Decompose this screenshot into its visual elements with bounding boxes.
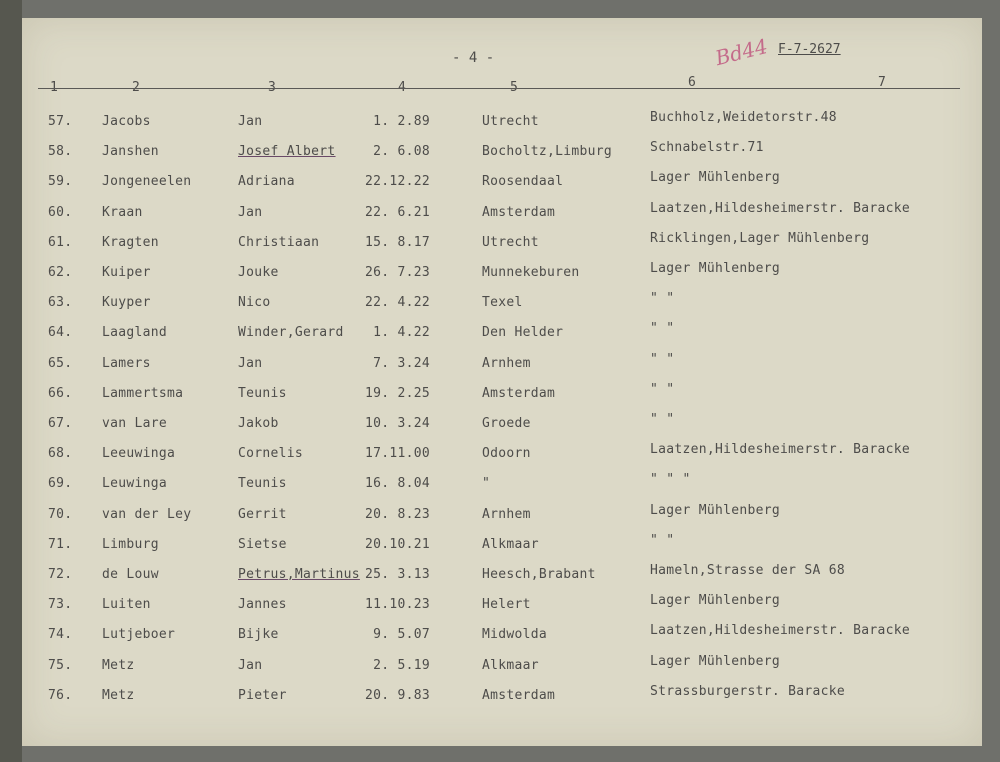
forename: Cornelis xyxy=(238,446,304,462)
birthplace: Arnhem xyxy=(482,355,531,371)
address: Laatzen,Hildesheimerstr. Baracke xyxy=(650,200,911,216)
address: " " xyxy=(650,381,675,397)
column-header-4: 4 xyxy=(398,80,406,95)
surname: Laagland xyxy=(102,325,168,341)
birth-date: 1. 2.89 xyxy=(373,114,430,129)
surname: Leeuwinga xyxy=(102,446,176,462)
birth-date: 26. 7.23 xyxy=(364,265,430,280)
column-header-6: 6 xyxy=(688,75,696,90)
row-number: 73. xyxy=(48,597,73,613)
address: Laatzen,Hildesheimerstr. Baracke xyxy=(650,623,911,639)
column-header-2: 2 xyxy=(132,80,140,95)
birth-date: 10. 3.24 xyxy=(364,416,430,431)
birth-date: 20. 8.23 xyxy=(364,506,430,522)
address: Lager Mühlenberg xyxy=(650,593,781,609)
row-number: 60. xyxy=(48,204,73,220)
birth-date: 25. 3.13 xyxy=(364,567,430,582)
birth-date: 20.10.21 xyxy=(364,536,430,552)
birth-date: 22. 4.22 xyxy=(364,295,430,311)
birthplace: Alkmaar xyxy=(482,536,539,552)
row-number: 68. xyxy=(48,446,73,462)
birth-date: 19. 2.25 xyxy=(364,385,430,401)
forename: Teunis xyxy=(238,476,287,492)
column-header-1: 1 xyxy=(50,80,58,95)
row-number: 57. xyxy=(48,114,73,129)
birthplace: Utrecht xyxy=(482,234,539,250)
reference-number: F-7-2627 xyxy=(778,42,841,57)
row-number: 61. xyxy=(48,234,73,250)
row-number: 66. xyxy=(48,385,73,401)
address: Lager Mühlenberg xyxy=(650,653,781,669)
address: Ricklingen,Lager Mühlenberg xyxy=(650,230,870,246)
row-number: 63. xyxy=(48,295,73,311)
birth-date: 2. 6.08 xyxy=(373,144,430,160)
handwritten-stamp: Bd44 xyxy=(712,33,771,71)
birth-date: 9. 5.07 xyxy=(373,627,430,643)
forename: Jouke xyxy=(238,265,279,280)
row-number: 65. xyxy=(48,355,73,371)
address: " " xyxy=(650,532,675,548)
header-rule xyxy=(38,88,960,89)
birth-date: 1. 4.22 xyxy=(373,325,430,341)
forename: Jan xyxy=(238,204,263,220)
scan-edge xyxy=(0,0,22,762)
birthplace: Arnhem xyxy=(482,506,531,522)
forename: Nico xyxy=(238,295,271,311)
address: " " " xyxy=(650,472,691,488)
surname: Lamers xyxy=(102,355,151,371)
row-number: 71. xyxy=(48,536,73,552)
forename: Pieter xyxy=(238,687,287,703)
birthplace: Amsterdam xyxy=(482,204,556,220)
surname: Jacobs xyxy=(102,114,151,129)
surname: de Louw xyxy=(102,567,159,582)
address: Schnabelstr.71 xyxy=(650,140,764,156)
surname: Janshen xyxy=(102,144,159,160)
birth-date: 17.11.00 xyxy=(364,446,430,462)
birthplace: Alkmaar xyxy=(482,657,539,673)
birth-date: 15. 8.17 xyxy=(364,234,430,250)
address: " " xyxy=(650,321,675,337)
birth-date: 20. 9.83 xyxy=(364,687,430,703)
column-header-3: 3 xyxy=(268,80,276,95)
address: Lager Mühlenberg xyxy=(650,502,781,518)
forename: Petrus,Martinus xyxy=(238,567,360,582)
birth-date: 22. 6.21 xyxy=(364,204,430,220)
birth-date: 2. 5.19 xyxy=(373,657,430,673)
column-header-7: 7 xyxy=(878,75,886,90)
surname: van der Ley xyxy=(102,506,192,522)
birthplace: Den Helder xyxy=(482,325,564,341)
address: " " xyxy=(650,351,675,367)
row-number: 67. xyxy=(48,416,73,431)
surname: Kragten xyxy=(102,234,159,250)
address: Lager Mühlenberg xyxy=(650,170,781,186)
birth-date: 16. 8.04 xyxy=(364,476,430,492)
address: Strassburgerstr. Baracke xyxy=(650,683,846,699)
forename: Jannes xyxy=(238,597,287,613)
forename: Josef Albert xyxy=(238,144,336,160)
birthplace: Midwolda xyxy=(482,627,548,643)
address: " " xyxy=(650,412,675,427)
column-header-5: 5 xyxy=(510,80,518,95)
address: Laatzen,Hildesheimerstr. Baracke xyxy=(650,442,911,458)
row-number: 62. xyxy=(48,265,73,280)
birthplace: " xyxy=(482,476,491,492)
birthplace: Munnekeburen xyxy=(482,265,580,280)
row-number: 74. xyxy=(48,627,73,643)
surname: Kuyper xyxy=(102,295,151,311)
forename: Adriana xyxy=(238,174,295,190)
address: " " xyxy=(650,291,675,307)
birthplace: Amsterdam xyxy=(482,385,556,401)
surname: Kuiper xyxy=(102,265,151,280)
birth-date: 22.12.22 xyxy=(364,174,430,190)
row-number: 69. xyxy=(48,476,73,492)
row-number: 70. xyxy=(48,506,73,522)
forename: Jakob xyxy=(238,416,279,431)
forename: Christiaan xyxy=(238,234,320,250)
address: Lager Mühlenberg xyxy=(650,261,781,276)
birthplace: Amsterdam xyxy=(482,687,556,703)
surname: Lammertsma xyxy=(102,385,184,401)
forename: Sietse xyxy=(238,536,287,552)
row-number: 75. xyxy=(48,657,73,673)
row-number: 76. xyxy=(48,687,73,703)
forename: Jan xyxy=(238,355,263,371)
birthplace: Groede xyxy=(482,416,531,431)
forename: Winder,Gerard xyxy=(238,325,344,341)
surname: Limburg xyxy=(102,536,159,552)
birthplace: Texel xyxy=(482,295,523,311)
birthplace: Utrecht xyxy=(482,114,539,129)
surname: van Lare xyxy=(102,416,168,431)
address: Buchholz,Weidetorstr.48 xyxy=(650,110,837,125)
birthplace: Heesch,Brabant xyxy=(482,567,596,582)
surname: Metz xyxy=(102,687,135,703)
forename: Jan xyxy=(238,114,263,129)
birthplace: Bocholtz,Limburg xyxy=(482,144,613,160)
surname: Lutjeboer xyxy=(102,627,176,643)
surname: Jongeneelen xyxy=(102,174,192,190)
row-number: 59. xyxy=(48,174,73,190)
row-number: 58. xyxy=(48,144,73,160)
surname: Kraan xyxy=(102,204,143,220)
page-number: - 4 - xyxy=(452,50,495,66)
forename: Bijke xyxy=(238,627,279,643)
surname: Metz xyxy=(102,657,135,673)
birthplace: Roosendaal xyxy=(482,174,564,190)
surname: Leuwinga xyxy=(102,476,168,492)
birthplace: Odoorn xyxy=(482,446,531,462)
surname: Luiten xyxy=(102,597,151,613)
forename: Gerrit xyxy=(238,506,287,522)
birthplace: Helert xyxy=(482,597,531,613)
birth-date: 7. 3.24 xyxy=(373,355,430,371)
birth-date: 11.10.23 xyxy=(364,597,430,613)
row-number: 72. xyxy=(48,567,73,582)
forename: Teunis xyxy=(238,385,287,401)
row-number: 64. xyxy=(48,325,73,341)
forename: Jan xyxy=(238,657,263,673)
address: Hameln,Strasse der SA 68 xyxy=(650,563,846,578)
